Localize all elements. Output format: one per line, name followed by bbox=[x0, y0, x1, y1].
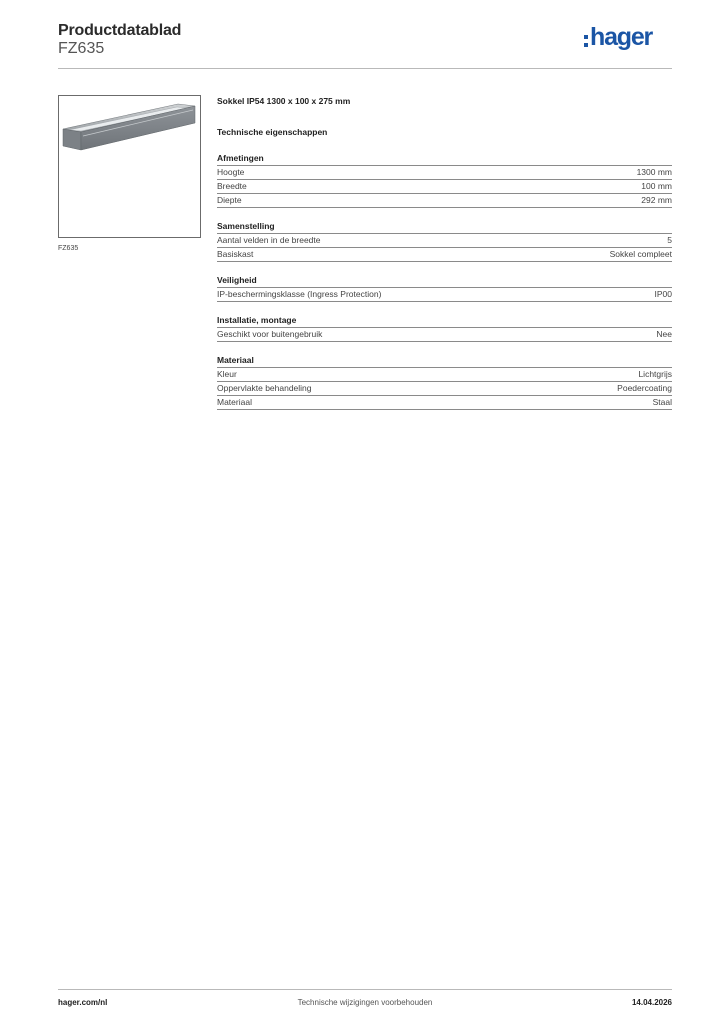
section-composition bbox=[217, 220, 672, 262]
spec-value: 1300 mm bbox=[636, 167, 672, 177]
spec-label: Aantal velden in de breedte bbox=[217, 235, 321, 245]
footer-date: 14.04.2026 bbox=[631, 998, 672, 1007]
section-dimensions bbox=[217, 152, 672, 208]
spec-row bbox=[217, 288, 672, 302]
spec-row bbox=[217, 248, 672, 262]
spec-row bbox=[217, 194, 672, 208]
spec-value: Sokkel compleet bbox=[609, 249, 672, 259]
section-title: Veiligheid bbox=[217, 274, 672, 288]
spec-value: 292 mm bbox=[641, 195, 672, 205]
spec-label: Hoogte bbox=[217, 167, 245, 177]
spec-row bbox=[217, 382, 672, 396]
spec-content bbox=[217, 96, 672, 422]
spec-label: Materiaal bbox=[217, 397, 252, 407]
spec-value: IP00 bbox=[654, 289, 672, 299]
spec-value: 5 bbox=[667, 235, 672, 245]
logo-text: hager bbox=[590, 23, 653, 51]
page-header bbox=[58, 20, 672, 69]
spec-value: 100 mm bbox=[641, 181, 672, 191]
spec-row bbox=[217, 166, 672, 180]
spec-label: Oppervlakte behandeling bbox=[217, 383, 312, 393]
spec-value: Poedercoating bbox=[617, 383, 672, 393]
technical-properties-heading: Technische eigenschappen bbox=[217, 127, 328, 137]
product-name: Sokkel IP54 1300 x 100 x 275 mm bbox=[217, 96, 351, 106]
spec-row bbox=[217, 368, 672, 382]
section-title: Materiaal bbox=[217, 354, 672, 368]
spec-row bbox=[217, 328, 672, 342]
image-caption: FZ635 bbox=[58, 245, 79, 252]
footer-disclaimer: Technische wijzigingen voorbehouden bbox=[297, 998, 433, 1007]
spec-row bbox=[217, 396, 672, 410]
section-installation bbox=[217, 314, 672, 342]
spec-sections bbox=[217, 152, 672, 410]
spec-row bbox=[217, 234, 672, 248]
spec-value: Nee bbox=[656, 329, 672, 339]
spec-label: Breedte bbox=[217, 181, 247, 191]
section-title: Samenstelling bbox=[217, 220, 672, 234]
section-title: Installatie, montage bbox=[217, 314, 672, 328]
spec-label: Basiskast bbox=[217, 249, 254, 259]
spec-row bbox=[217, 180, 672, 194]
spec-label: Geschikt voor buitengebruik bbox=[217, 329, 323, 339]
spec-value: Lichtgrijs bbox=[638, 369, 672, 379]
document-title: Productdatablad bbox=[58, 22, 182, 39]
spec-label: IP-beschermingsklasse (Ingress Protection) bbox=[217, 289, 382, 299]
section-title: Afmetingen bbox=[217, 152, 672, 166]
spec-label: Kleur bbox=[217, 369, 237, 379]
spec-label: Diepte bbox=[217, 195, 242, 205]
spec-value: Staal bbox=[652, 397, 672, 407]
plinth-illustration-icon bbox=[59, 96, 200, 237]
footer-website-link[interactable]: hager.com/nl bbox=[58, 998, 108, 1007]
product-image bbox=[58, 95, 201, 238]
logo-colon-icon bbox=[584, 35, 588, 51]
hager-logo bbox=[582, 23, 672, 54]
section-material bbox=[217, 354, 672, 410]
section-safety bbox=[217, 274, 672, 302]
page-footer bbox=[58, 989, 672, 1010]
product-code: FZ635 bbox=[58, 40, 105, 57]
